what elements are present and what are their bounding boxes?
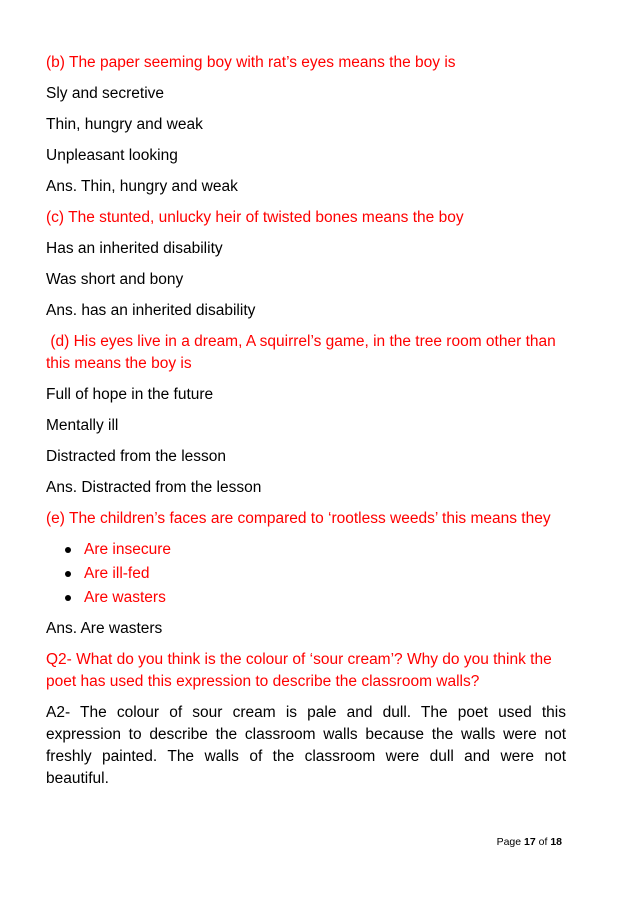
page-number: 17 <box>524 836 536 848</box>
option-d-1: Full of hope in the future <box>46 386 214 403</box>
question-e-options <box>46 539 566 609</box>
question-c: (c) The stunted, unlucky heir of twisted bones means the boy <box>46 209 464 226</box>
answer-b: Ans. Thin, hungry and weak <box>46 178 238 195</box>
bullet-icon <box>65 571 71 577</box>
option-e-1 <box>46 539 566 561</box>
option-b-3: Unpleasant looking <box>46 147 178 164</box>
answer-2: A2- The colour of sour cream is pale and dull. The poet used this expression to describe the classroom walls because the walls were not freshly painted. The walls of the classroom were dull and were not beautiful. <box>46 704 566 787</box>
answer-d: Ans. Distracted from the lesson <box>46 479 262 496</box>
option-e-1-text: Are insecure <box>84 541 172 558</box>
bullet-icon <box>65 595 71 601</box>
question-2: Q2- What do you think is the colour of ‘sour cream’? Why do you think the poet has used this expression to describe the classroom walls? <box>46 651 552 690</box>
question-e: (e) The children’s faces are compared to ‘rootless weeds’ this means they <box>46 510 551 527</box>
document-page <box>46 52 566 799</box>
bullet-icon <box>65 547 71 553</box>
page-label: Page <box>496 836 522 848</box>
option-d-2: Mentally ill <box>46 417 119 434</box>
option-d-3: Distracted from the lesson <box>46 448 227 465</box>
option-b-1: Sly and secretive <box>46 85 165 102</box>
question-d: (d) His eyes live in a dream, A squirrel’s game, in the tree room other than this means the boy is <box>46 333 561 372</box>
answer-c: Ans. has an inherited disability <box>46 302 256 319</box>
option-c-2: Was short and bony <box>46 271 184 288</box>
total-pages: 18 <box>550 836 562 848</box>
answer-e: Ans. Are wasters <box>46 620 163 637</box>
option-e-3 <box>46 587 566 609</box>
option-e-3-text: Are wasters <box>84 589 166 606</box>
option-b-2: Thin, hungry and weak <box>46 116 203 133</box>
option-e-2-text: Are ill-fed <box>84 565 150 582</box>
question-b: (b) The paper seeming boy with rat’s eyes means the boy is <box>46 54 456 71</box>
of-label: of <box>538 836 548 848</box>
option-e-2 <box>46 563 566 585</box>
option-c-1: Has an inherited disability <box>46 240 223 257</box>
page-footer <box>497 836 562 848</box>
